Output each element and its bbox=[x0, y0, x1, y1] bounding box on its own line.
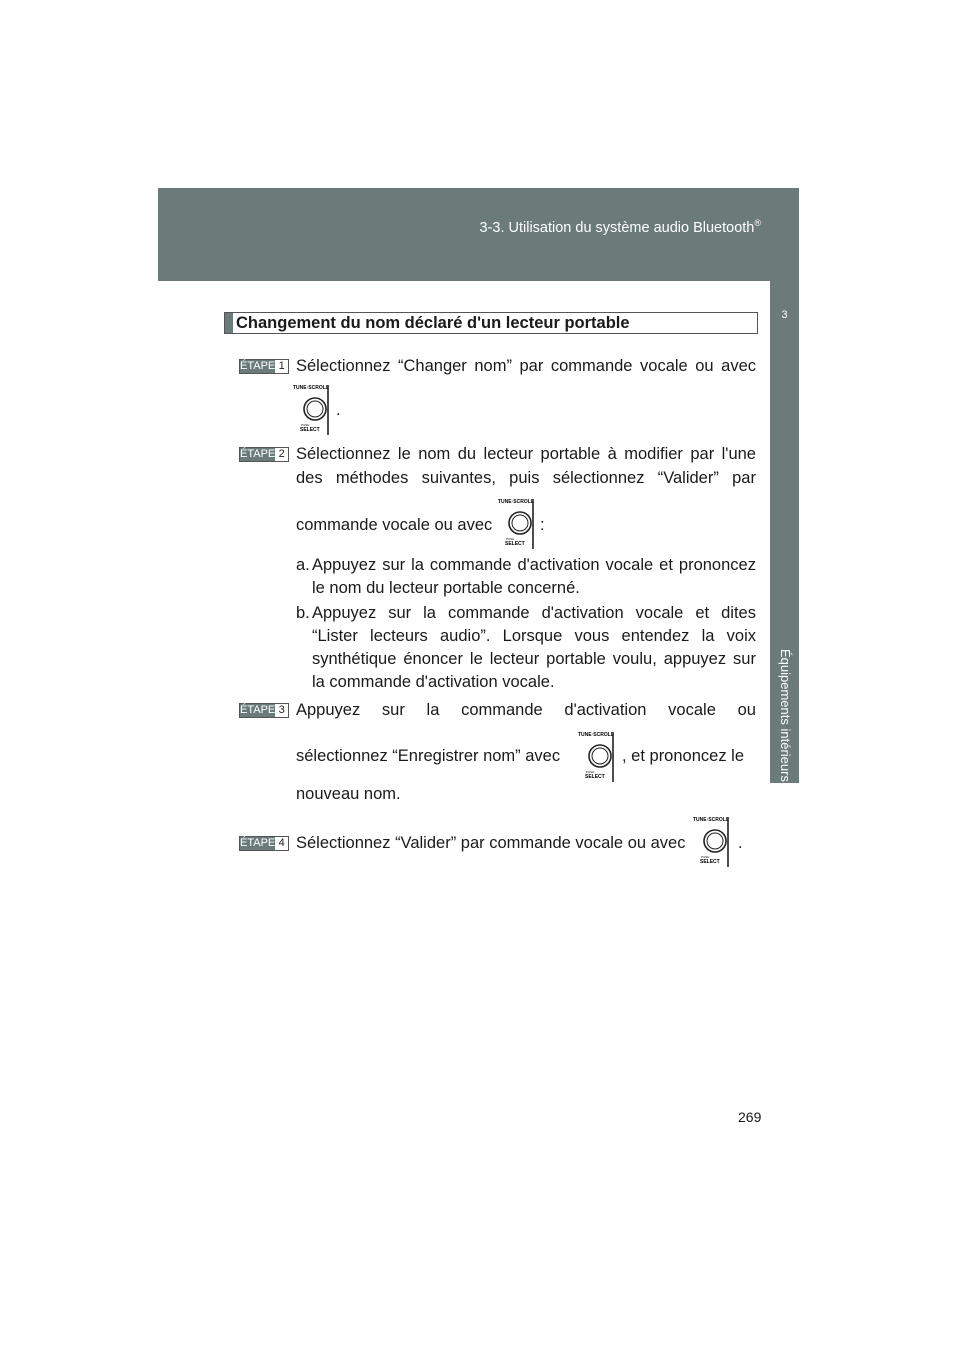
svg-text:TUNE·SCROLL: TUNE·SCROLL bbox=[578, 732, 614, 738]
step-badge-3: ÉTAPE 3 bbox=[239, 703, 289, 718]
svg-text:SELECT: SELECT bbox=[585, 774, 605, 780]
svg-text:PUSH: PUSH bbox=[701, 855, 710, 859]
tune-select-knob-icon bbox=[690, 813, 736, 869]
page-number: 269 bbox=[738, 1109, 762, 1125]
svg-text:TUNE·SCROLL: TUNE·SCROLL bbox=[498, 499, 534, 505]
step-badge-1: ÉTAPE 1 bbox=[239, 359, 289, 374]
tune-select-knob-icon bbox=[575, 728, 621, 784]
svg-text:SELECT: SELECT bbox=[700, 859, 720, 865]
section-title-box bbox=[224, 312, 758, 334]
chapter-number: 3 bbox=[781, 309, 788, 321]
tune-select-knob-icon bbox=[495, 495, 541, 551]
svg-text:PUSH: PUSH bbox=[301, 423, 310, 427]
tune-select-knob-icon bbox=[290, 381, 336, 437]
svg-text:PUSH: PUSH bbox=[506, 537, 515, 541]
step-1-text: Sélectionnez “Changer nom” par commande vocale ou avec bbox=[296, 357, 756, 375]
svg-text:TUNE·SCROLL: TUNE·SCROLL bbox=[293, 385, 329, 391]
chapter-header bbox=[158, 188, 799, 281]
svg-text:TUNE·SCROLL: TUNE·SCROLL bbox=[693, 817, 729, 823]
step-2-line-2: des méthodes suivantes, puis sélectionnez “Valider” par bbox=[296, 469, 756, 487]
svg-text:PUSH: PUSH bbox=[586, 770, 595, 774]
section-title: Changement du nom déclaré d'un lecteur portable bbox=[236, 314, 630, 332]
svg-text:SELECT: SELECT bbox=[300, 427, 320, 433]
chapter-label: Équipements intérieurs bbox=[778, 649, 793, 782]
svg-text:SELECT: SELECT bbox=[505, 541, 525, 547]
step-badge-2: ÉTAPE 2 bbox=[239, 447, 289, 462]
step-2-line-1: Sélectionnez le nom du lecteur portable à modifier par l'une bbox=[296, 445, 756, 463]
step-3-line-1: Appuyez sur la commande d'activation vocale ou bbox=[296, 701, 756, 719]
header-title: 3-3. Utilisation du système audio Bluetooth® bbox=[479, 218, 761, 236]
step-badge-4: ÉTAPE 4 bbox=[239, 836, 289, 851]
chapter-side-tab bbox=[770, 281, 799, 783]
